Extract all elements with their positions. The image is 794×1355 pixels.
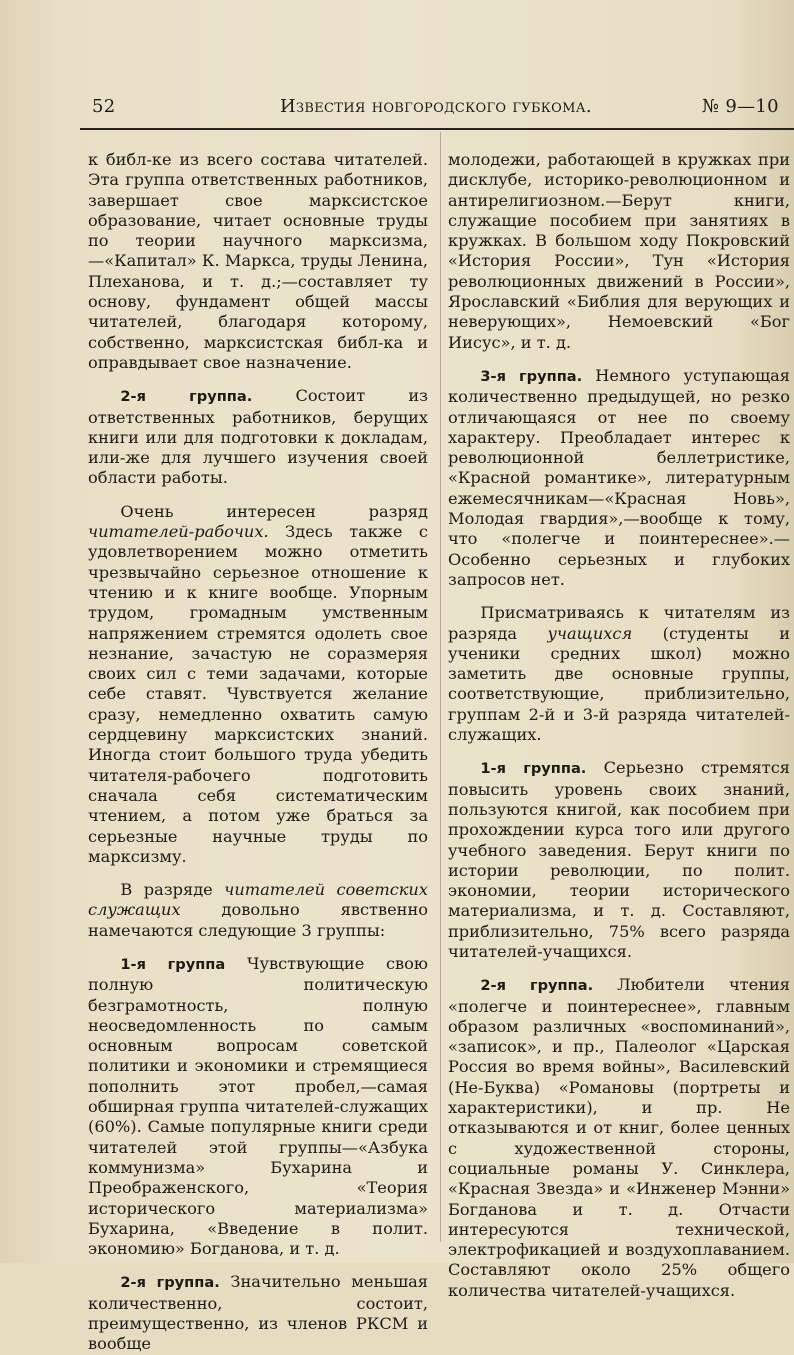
journal-title: Известия новгородского губкома. <box>280 96 592 117</box>
paragraph <box>448 975 790 1301</box>
paragraph <box>88 954 428 1259</box>
paragraph-text: Очень интересен разряд <box>120 501 428 521</box>
header-rule <box>80 128 794 130</box>
paragraph <box>88 386 428 488</box>
running-header <box>80 92 794 126</box>
paragraph <box>88 502 428 867</box>
issue-number: № 9—10 <box>702 96 779 117</box>
paragraph-text: Любители чтения «полегче и поинтереснее», главным образом различных «воспоминаний», «записок», и пр., Палеолог «Царская Россия во время войны», Василевский (Не-Буква) «Романовы (портреты и характеристики), и пр. Не отказываются и от книг, более ценных с художественной стороны, социальные романы У. Синклера, «Красная Звезда» и «Инженер Мэнни» Богданова и т. д. Отчасти интересуются технической, электрофикацией и воздухоплаванием. Составляют около 25% общего количества читателей-учащихся. <box>448 975 790 1300</box>
paragraph-text: Состоит из ответственных работников, берущих книги или для подготовки к докладам, или-же для лучшего изучения своей области работы. <box>88 386 428 488</box>
paragraph <box>88 150 428 373</box>
paragraph-text: Немного уступающая количественно предыдущей, но резко отличающаяся от нее по своему характеру. Преобладает интерес к революционной беллетристике, «Красной романтике», литературным ежемесячникам—«Красная Новь», Молодая гвардия»,—вообще к тому, что «полегче и поинтереснее».—Особенно серьезных и глубоких запросов нет. <box>448 365 791 589</box>
paragraph-text: Присматриваясь к читателям из разряда <box>448 603 790 643</box>
paragraph <box>88 880 428 941</box>
group-label: 2-я группа. <box>480 977 594 995</box>
column-divider <box>440 132 441 1242</box>
paragraph <box>448 758 790 962</box>
category-term: читателей-рабочих. <box>88 522 269 542</box>
paragraph-text: к библ-ке из всего состава читателей. Эта группа ответственных работников, завершает свое марксистское образование, читает основные труды по теории научного марксизма,—«Капитал» К. Маркса, труды Ленина, Плеханова, и т. д.;—составляет ту основу, фундамент общей массы читателей, благодаря которому, собственно, марксистская библ-ка и оправдывает свое назначение. <box>88 150 428 372</box>
group-label: 2-я группа. <box>120 1274 220 1292</box>
group-label: 1-я группа. <box>480 760 587 778</box>
category-term: читателей советских служащих <box>88 880 428 920</box>
right-column <box>448 150 790 1301</box>
paragraph-text: Серьезно стремятся повысить уровень своих знаний, пользуются книгой, как пособием при прохождении курса того или другого учебного заведения. Берут книги по истории революции, по полит. экономии, теории исторического материализма, и т. д. Составляют, приблизительно, 75% всего разряда читателей-учащихся. <box>448 758 790 961</box>
paragraph <box>448 366 790 590</box>
group-label: 2-я группа. <box>120 388 253 406</box>
paragraph <box>88 1272 428 1354</box>
group-label: 3-я группа. <box>480 367 583 385</box>
paragraph <box>448 150 790 353</box>
paragraph-text: Здесь также с удовлетворением можно отметить чрезвычайно серьезное отношение к чтению и к книге вообще. Упорным трудом, громадным умственным напряжением стремятся одолеть свое незнание, зачастую не соразмеряя своих сил с теми задачами, которые себе ставят. Чувствуется желание сразу, немедленно охватить самую сердцевину марксистских знаний. Иногда стоит большого труда убедить читателя-рабочего подготовить сначала себя систематическим чтением, а потом уже браться за серьезные научные труды по марксизму. <box>88 522 428 866</box>
paragraph-text: Значительно меньшая количественно, состоит, преимущественно, из членов РКСМ и вообще <box>88 1272 428 1354</box>
page-number: 52 <box>92 96 116 117</box>
left-column <box>88 150 428 1355</box>
paragraph-text: Чувствующие свою полную политическую безграмотность, полную неосведомленность по самым основным вопросам советской политики и экономики и стремящиеся пополнить этот пробел,—самая обширная группа читателей-служащих (60%). Самые популярные книги среди читателей этой группы—«Азбука коммунизма» Бухарина и Преображенского, «Теория исторического материализма» Бухарина, «Введение в полит. экономию» Богданова, и т. д. <box>88 953 428 1259</box>
paragraph-text: (студенты и ученики средних школ) можно заметить две основные группы, соответствующие, приблизительно, группам 2-й и 3-й разряда читателей-служащих. <box>448 623 790 745</box>
paragraph-text: довольно явственно намечаются следующие 3 группы: <box>88 900 428 940</box>
group-label: 1-я группа <box>120 955 226 973</box>
paragraph-text: молодежи, работающей в кружках при дисклубе, историко-революционном и антирелигиозном.—Берут книги, служащие пособием при занятиях в кружках. В большом ходу Покровский «История России», Тун «История революционных движений в России», Ярославский «Библия для верующих и неверующих», Немоевский «Бог Иисус», и т. д. <box>448 150 790 352</box>
category-term: учащихся <box>547 623 633 643</box>
paragraph-text: В разряде <box>120 880 225 900</box>
paragraph <box>448 603 790 745</box>
